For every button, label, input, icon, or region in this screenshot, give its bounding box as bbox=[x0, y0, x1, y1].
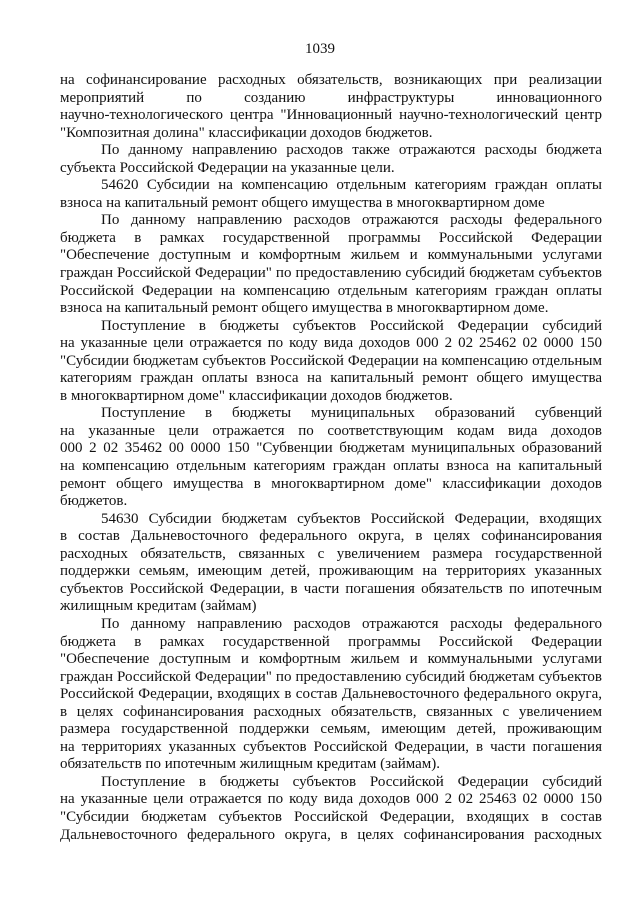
text-line: категориям граждан оплаты взноса на капитальный ремонт общего имущества bbox=[60, 370, 602, 387]
text-line: бюджета в рамках государственной программы Российской Федерации bbox=[60, 229, 602, 246]
text-line: размера государственной поддержки семьям, имеющим детей, проживающим bbox=[60, 721, 602, 738]
text-line: субъектов Российской Федерации, в части погашения обязательств по ипотечным bbox=[60, 580, 602, 597]
text-line: Поступление в бюджеты муниципальных образований субвенций bbox=[101, 405, 602, 422]
text-line: на указанные цели отражается по коду вида доходов 000 2 02 25462 02 0000 150 bbox=[60, 335, 602, 352]
text-line: По данному направлению расходов отражаются расходы федерального bbox=[101, 212, 602, 229]
text-line: жилищным кредитам (займам) bbox=[60, 598, 257, 615]
text-line: обязательств по ипотечным жилищным кредитам (займам). bbox=[60, 756, 441, 773]
text-line: Дальневосточного федерального округа, в целях софинансирования расходных bbox=[60, 826, 602, 843]
text-line: 000 2 02 35462 00 0000 150 "Субвенции бюджетам муниципальных образований bbox=[60, 440, 602, 457]
text-line: "Обеспечение доступным и комфортным жильем и коммунальными услугами bbox=[60, 247, 602, 264]
page-number: 1039 bbox=[305, 41, 335, 57]
text-line: на компенсацию отдельным категориям граждан оплаты взноса на капитальный bbox=[60, 458, 602, 475]
text-line: 54630 Субсидии бюджетам субъектов Российской Федерации, входящих bbox=[101, 510, 602, 527]
text-line: Поступление в бюджеты субъектов Российской Федерации субсидий bbox=[101, 317, 602, 334]
text-line: на территориях указанных субъектов Российской Федерации, в части погашения bbox=[60, 738, 602, 755]
text-line: ремонт общего имущества в многоквартирном доме" классификации доходов bbox=[60, 475, 602, 492]
text-line: Российской Федерации на компенсацию отдельным категориям граждан оплаты bbox=[60, 282, 602, 299]
text-line: взноса на капитальный ремонт общего имущества в многоквартирном доме bbox=[60, 194, 545, 211]
text-line: Российской Федерации, входящих в состав Дальневосточного федерального округа, bbox=[60, 686, 602, 703]
text-line: научно-технологического центра "Инновационный научно-технологический центр bbox=[60, 107, 602, 124]
text-line: в многоквартирном доме" классификации доходов бюджетов. bbox=[60, 387, 453, 404]
text-line: "Субсидии бюджетам субъектов Российской Федерации, входящих в состав bbox=[60, 808, 602, 825]
text-line: в состав Дальневосточного федерального округа, в целях софинансирования bbox=[60, 528, 602, 545]
text-line: бюджета в рамках государственной программы Российской Федерации bbox=[60, 633, 602, 650]
text-line: мероприятий по созданию инфраструктуры инновационного bbox=[60, 89, 602, 106]
text-line: граждан Российской Федерации" по предоставлению субсидий бюджетам субъектов bbox=[60, 265, 602, 282]
text-line: По данному направлению расходов отражаются расходы федерального bbox=[101, 615, 602, 632]
text-line: на указанные цели отражается по соответствующим кодам вида доходов bbox=[60, 422, 602, 439]
text-line: на указанные цели отражается по коду вида доходов 000 2 02 25463 02 0000 150 bbox=[60, 791, 602, 808]
text-line: По данному направлению расходов также отражаются расходы бюджета bbox=[101, 142, 602, 159]
text-line: "Субсидии бюджетам субъектов Российской Федерации на компенсацию отдельным bbox=[60, 352, 602, 369]
body-text bbox=[60, 72, 602, 844]
text-line: "Композитная долина" классификации доходов бюджетов. bbox=[60, 124, 433, 141]
text-line: взноса на капитальный ремонт общего имущества в многоквартирном доме. bbox=[60, 300, 549, 317]
text-line: на софинансирование расходных обязательств, возникающих при реализации bbox=[60, 72, 602, 88]
text-line: субъекта Российской Федерации на указанные цели. bbox=[60, 159, 395, 176]
text-line: "Обеспечение доступным и комфортным жильем и коммунальными услугами bbox=[60, 651, 602, 668]
text-line: расходных обязательств, связанных с увеличением размера государственной bbox=[60, 545, 602, 562]
text-line: граждан Российской Федерации" по предоставлению субсидий бюджетам субъектов bbox=[60, 668, 602, 685]
text-line: Поступление в бюджеты субъектов Российской Федерации субсидий bbox=[101, 773, 602, 790]
text-line: в целях софинансирования расходных обязательств, связанных с увеличением bbox=[60, 703, 602, 720]
text-line: бюджетов. bbox=[60, 493, 128, 510]
text-line: 54620 Субсидии на компенсацию отдельным категориям граждан оплаты bbox=[101, 177, 602, 194]
text-line: поддержки семьям, имеющим детей, проживающим на территориях указанных bbox=[60, 563, 602, 580]
